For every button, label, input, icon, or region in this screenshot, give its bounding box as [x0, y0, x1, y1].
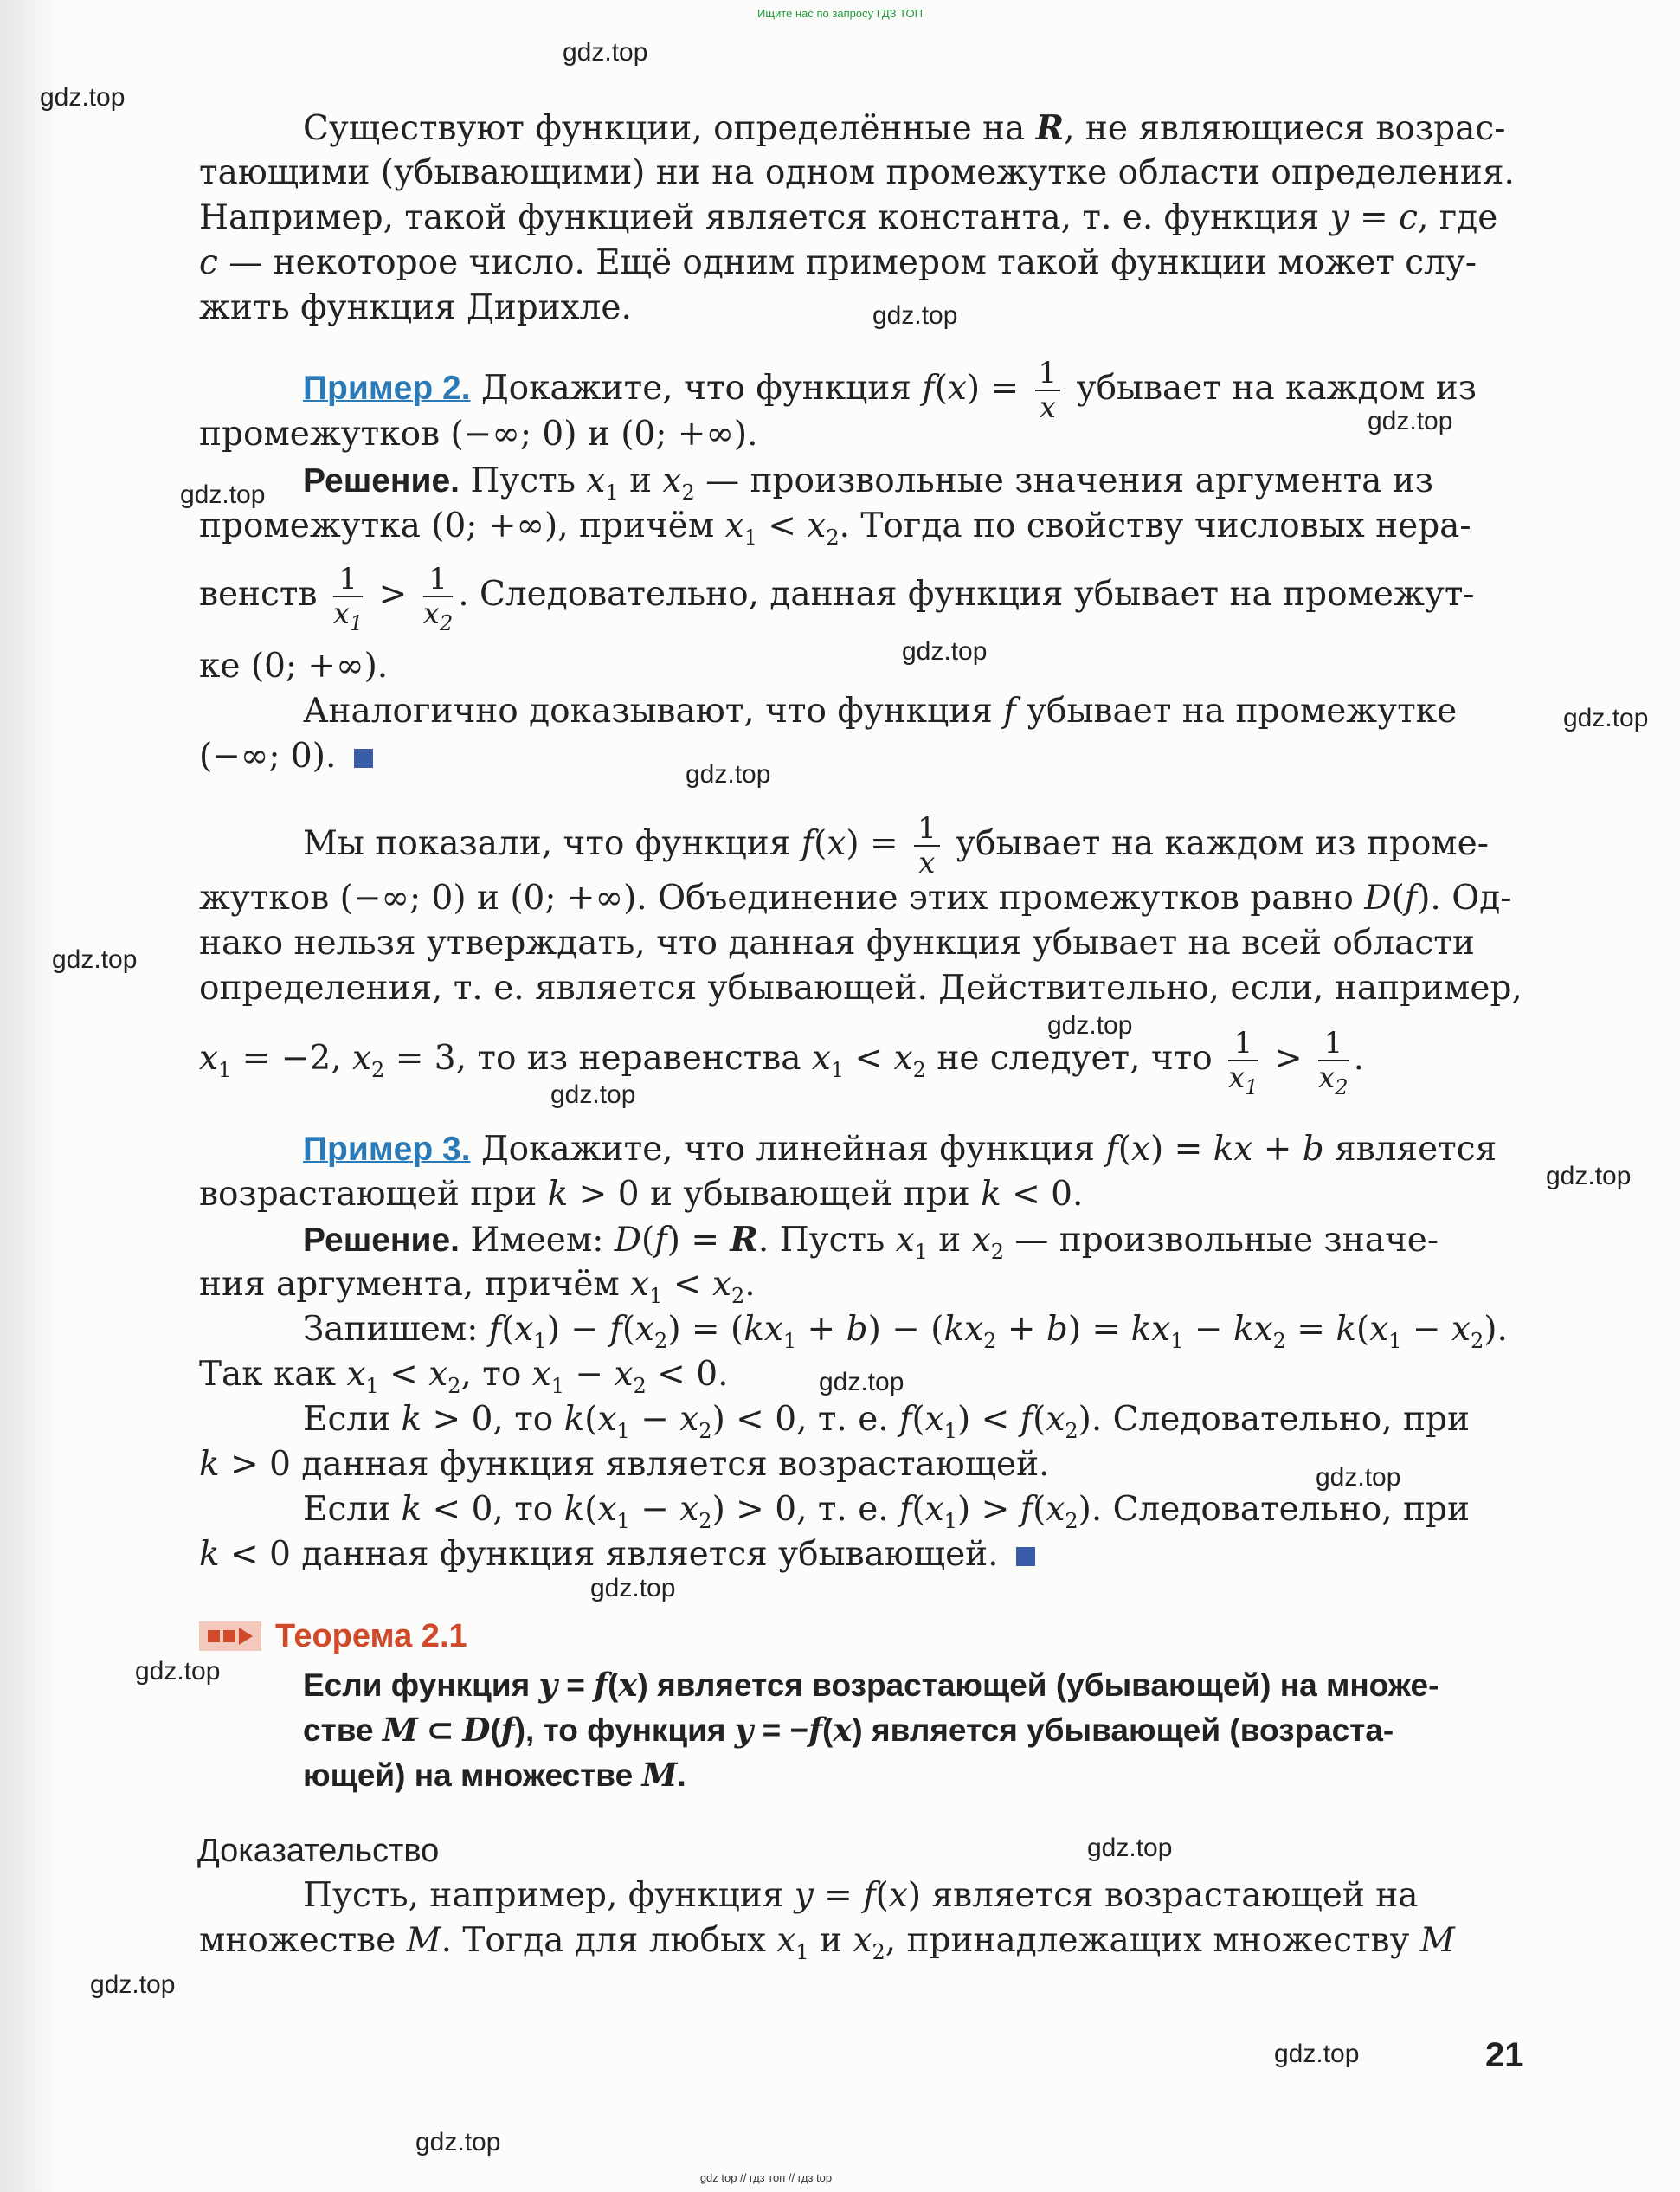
watermark: gdz.top [872, 301, 958, 330]
example2-solution-line: венств $\frac{1}{x_1}$ > $\frac{1}{x_2}$ . Следовательно, данная функция убывает на промежут- [199, 562, 1475, 635]
proof-line: Пусть, например, функция y = f(x) является возрастающей на [303, 1876, 1419, 1915]
qed-square-icon [354, 749, 373, 768]
para1-line: Существуют функции, определённые на R, не являющиеся возрас- [303, 108, 1506, 148]
watermark: gdz.top [1316, 1463, 1401, 1492]
example3-solution-line: Если k > 0, то $k(x_1 - x_2) < 0$, т. е. $f(x_1) < f(x_2)$. Следовательно, при [303, 1400, 1470, 1443]
page-binding-shadow [0, 0, 61, 2192]
proof-heading: Доказательство [197, 1833, 440, 1869]
watermark: gdz.top [563, 38, 648, 67]
example2-solution-line: Аналогично доказывают, что функция f убывает на промежутке [303, 692, 1458, 731]
watermark: gdz.top [1368, 407, 1453, 435]
para1-line: c — некоторое число. Ещё одним примером такой функции может слу- [199, 243, 1477, 282]
theorem-label: Теорема 2.1 [275, 1617, 467, 1654]
watermark: gdz.top [180, 480, 266, 509]
proof-line: множестве M. Тогда для любых $x_1$ и $x_2$, принадлежащих множеству M [199, 1921, 1455, 1964]
theorem-line: стве M ⊂ D(f), то функция y = −f(x) является убывающей (возраста- [303, 1711, 1394, 1749]
example3-solution-line: Так как $x_1 < x_2$, то $x_1 - x_2 < 0$. [199, 1355, 729, 1398]
theorem-arrow-icon [199, 1621, 261, 1651]
para2-line: жутков (−∞; 0) и (0; +∞). Объединение этих промежутков равно D(f). Од- [199, 879, 1512, 918]
watermark: gdz.top [415, 2128, 501, 2157]
example3-solution-line: Решение. Имеем: D(f) = R. Пусть $x_1$ и $x_2$ — произвольные значе- [303, 1220, 1439, 1264]
example2-task-line: промежутков (−∞; 0) и (0; +∞). [199, 415, 758, 454]
watermark: gdz.top [686, 760, 771, 789]
watermark: gdz.top [1546, 1162, 1632, 1190]
example3-solution-line: ния аргумента, причём $x_1 < x_2$. [199, 1265, 756, 1308]
page-number: 21 [1485, 2036, 1524, 2074]
example2-solution-line: (−∞; 0). [199, 734, 1541, 779]
watermark: gdz.top [90, 1970, 176, 1999]
qed-square-icon [1016, 1547, 1035, 1566]
example3-task-line: возрастающей при k > 0 и убывающей при k < 0. [199, 1175, 1084, 1214]
example3-solution-line: k < 0 данная функция является убывающей. [199, 1532, 1541, 1577]
watermark: gdz.top [902, 637, 988, 666]
example3-task-line: Пример 3. Докажите, что линейная функция f(x) = kx + b является [303, 1130, 1497, 1169]
footer-note: gdz top // гдз топ // гдз top [699, 2171, 833, 2184]
theorem-line: ющей) на множестве M. [303, 1756, 686, 1794]
para2-line: нако нельзя утверждать, что данная функция убывает на всей области [199, 924, 1475, 963]
watermark: gdz.top [1087, 1834, 1173, 1862]
header-note: Ищите нас по запросу ГДЗ ТОП [757, 7, 923, 20]
theorem-heading [199, 1617, 467, 1655]
watermark: gdz.top [1047, 1011, 1133, 1040]
example3-solution-line: Если k < 0, то $k(x_1 - x_2) > 0$, т. е. $f(x_1) > f(x_2)$. Следовательно, при [303, 1490, 1470, 1533]
watermark: gdz.top [1274, 2040, 1360, 2068]
watermark: gdz.top [819, 1368, 904, 1396]
example3-solution-line: k > 0 данная функция является возрастающей. [199, 1445, 1050, 1484]
watermark: gdz.top [1563, 704, 1649, 732]
watermark: gdz.top [550, 1080, 636, 1109]
theorem-line: Если функция y = f(x) является возрастающей (убывающей) на множе- [303, 1666, 1439, 1704]
para2-line: $x_1 = -2$, $x_2 = 3$, то из неравенства $x_1 < x_2$ не следует, что $\frac{1}{x_1}$ > $\frac{1}{x_2}$ . [199, 1026, 1364, 1099]
example2-solution-line: Решение. Пусть $x_1$ и $x_2$ — произвольные значения аргумента из [303, 461, 1434, 505]
para1-line: тающими (убывающими) ни на одном промежутке области определения. [199, 153, 1515, 192]
example2-task-line: Пример 2. Докажите, что функция f(x) = $\frac{1}{x}$ убывает на каждом из [303, 356, 1477, 425]
example2-solution-line: промежутка (0; +∞), причём $x_1 < x_2$. Тогда по свойству числовых нера- [199, 506, 1471, 550]
para2-line: Мы показали, что функция f(x) = $\frac{1}{x}$ убывает на каждом из проме- [303, 811, 1489, 880]
example2-solution-line: ке (0; +∞). [199, 647, 389, 686]
watermark: gdz.top [40, 83, 126, 112]
watermark: gdz.top [52, 945, 138, 974]
para1-line: жить функция Дирихле. [199, 288, 632, 327]
para2-line: определения, т. е. является убывающей. Действительно, если, например, [199, 969, 1522, 1008]
watermark: gdz.top [590, 1574, 676, 1602]
watermark: gdz.top [135, 1657, 221, 1686]
example3-solution-line: Запишем: $f(x_1) - f(x_2) = (kx_1 + b) - (kx_2 + b) = kx_1 - kx_2 = k(x_1 - x_2)$. [303, 1310, 1508, 1353]
para1-line: Например, такой функцией является константа, т. е. функция y = c, где [199, 198, 1498, 237]
